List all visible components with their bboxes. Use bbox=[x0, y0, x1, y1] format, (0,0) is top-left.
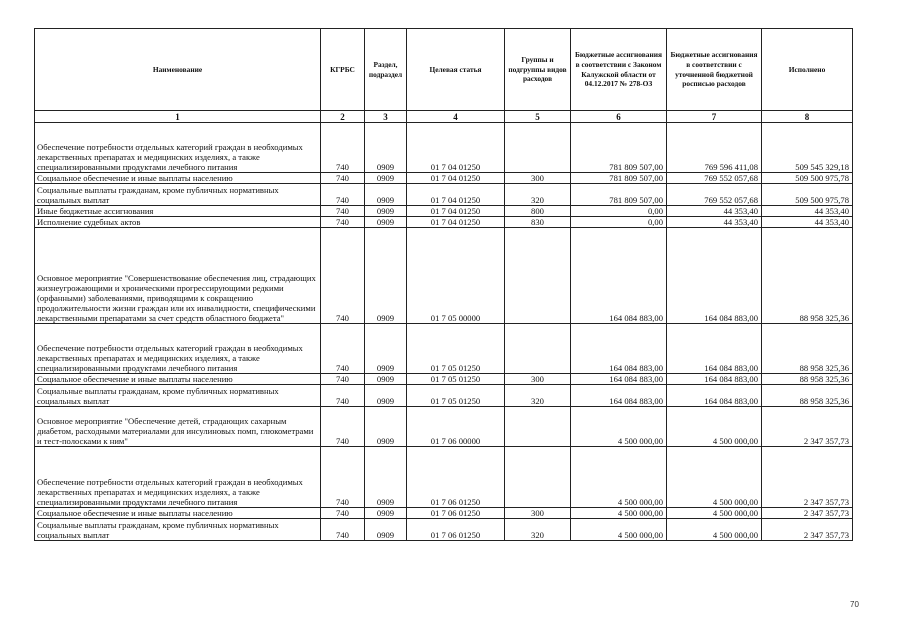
row-law-amount: 0,00 bbox=[571, 206, 667, 217]
row-refined-amount: 4 500 000,00 bbox=[667, 508, 762, 519]
row-expense-group: 300 bbox=[505, 374, 571, 385]
row-section: 0909 bbox=[365, 407, 407, 447]
row-executed-amount: 88 958 325,36 bbox=[762, 228, 853, 324]
table-row bbox=[35, 206, 853, 217]
row-law-amount: 4 500 000,00 bbox=[571, 519, 667, 541]
row-kgrbs: 740 bbox=[321, 324, 365, 374]
row-name: Социальные выплаты гражданам, кроме публичных нормативных социальных выплат bbox=[35, 385, 321, 407]
row-name: Обеспечение потребности отдельных категорий граждан в необходимых лекарственных препаратах и медицинских изделиях, а также специализированными продуктами лечебного питания bbox=[35, 447, 321, 508]
column-number: 7 bbox=[667, 111, 762, 123]
table-row bbox=[35, 447, 853, 508]
row-executed-amount: 2 347 357,73 bbox=[762, 407, 853, 447]
column-number: 5 bbox=[505, 111, 571, 123]
row-expense-group: 320 bbox=[505, 385, 571, 407]
row-expense-group: 830 bbox=[505, 217, 571, 228]
row-expense-group bbox=[505, 407, 571, 447]
header-executed: Исполнено bbox=[762, 29, 853, 111]
row-refined-amount: 44 353,40 bbox=[667, 206, 762, 217]
row-section: 0909 bbox=[365, 447, 407, 508]
row-expense-group bbox=[505, 324, 571, 374]
row-refined-amount: 164 084 883,00 bbox=[667, 374, 762, 385]
column-number: 2 bbox=[321, 111, 365, 123]
row-name: Иные бюджетные ассигнования bbox=[35, 206, 321, 217]
budget-table bbox=[34, 28, 853, 541]
header-target: Целевая статья bbox=[407, 29, 505, 111]
row-law-amount: 0,00 bbox=[571, 217, 667, 228]
row-law-amount: 164 084 883,00 bbox=[571, 324, 667, 374]
table-row bbox=[35, 184, 853, 206]
row-target-article: 01 7 05 00000 bbox=[407, 228, 505, 324]
row-executed-amount: 2 347 357,73 bbox=[762, 508, 853, 519]
row-refined-amount: 769 552 057,68 bbox=[667, 173, 762, 184]
row-kgrbs: 740 bbox=[321, 173, 365, 184]
row-target-article: 01 7 06 01250 bbox=[407, 508, 505, 519]
row-expense-group bbox=[505, 123, 571, 173]
row-kgrbs: 740 bbox=[321, 374, 365, 385]
row-target-article: 01 7 06 01250 bbox=[407, 519, 505, 541]
row-target-article: 01 7 04 01250 bbox=[407, 206, 505, 217]
row-refined-amount: 4 500 000,00 bbox=[667, 407, 762, 447]
row-section: 0909 bbox=[365, 385, 407, 407]
row-expense-group: 300 bbox=[505, 173, 571, 184]
column-number: 3 bbox=[365, 111, 407, 123]
row-name: Обеспечение потребности отдельных категорий граждан в необходимых лекарственных препаратах и медицинских изделиях, а также специализированными продуктами лечебного питания bbox=[35, 123, 321, 173]
row-refined-amount: 164 084 883,00 bbox=[667, 228, 762, 324]
row-name: Основное мероприятие "Совершенствование обеспечения лиц, страдающих жизнеугрожающими и хроническими прогрессирующими редкими (орфанными) заболеваниями, приводящими к сокращению продолжительности жизни граждан или их инвалидности, специфическими лекарственными препаратами за счет средств областного бюджета" bbox=[35, 228, 321, 324]
row-executed-amount: 509 545 329,18 bbox=[762, 123, 853, 173]
row-kgrbs: 740 bbox=[321, 447, 365, 508]
table-row bbox=[35, 374, 853, 385]
row-refined-amount: 769 552 057,68 bbox=[667, 184, 762, 206]
row-kgrbs: 740 bbox=[321, 407, 365, 447]
row-executed-amount: 44 353,40 bbox=[762, 206, 853, 217]
row-law-amount: 4 500 000,00 bbox=[571, 447, 667, 508]
table-row bbox=[35, 123, 853, 173]
row-law-amount: 4 500 000,00 bbox=[571, 407, 667, 447]
row-law-amount: 164 084 883,00 bbox=[571, 228, 667, 324]
row-section: 0909 bbox=[365, 519, 407, 541]
header-groups: Группы и подгруппы видов расходов bbox=[505, 29, 571, 111]
row-expense-group bbox=[505, 228, 571, 324]
row-kgrbs: 740 bbox=[321, 519, 365, 541]
header-section: Раздел, подраздел bbox=[365, 29, 407, 111]
row-section: 0909 bbox=[365, 217, 407, 228]
page-number: 70 bbox=[850, 600, 859, 609]
row-law-amount: 4 500 000,00 bbox=[571, 508, 667, 519]
header-row bbox=[35, 29, 853, 111]
row-executed-amount: 44 353,40 bbox=[762, 217, 853, 228]
row-refined-amount: 769 596 411,08 bbox=[667, 123, 762, 173]
row-target-article: 01 7 05 01250 bbox=[407, 324, 505, 374]
row-expense-group bbox=[505, 447, 571, 508]
row-target-article: 01 7 06 01250 bbox=[407, 447, 505, 508]
row-name: Социальные выплаты гражданам, кроме публичных нормативных социальных выплат bbox=[35, 519, 321, 541]
header-name: Наименование bbox=[35, 29, 321, 111]
row-executed-amount: 2 347 357,73 bbox=[762, 519, 853, 541]
row-target-article: 01 7 04 01250 bbox=[407, 123, 505, 173]
row-section: 0909 bbox=[365, 508, 407, 519]
row-law-amount: 164 084 883,00 bbox=[571, 374, 667, 385]
row-refined-amount: 4 500 000,00 bbox=[667, 447, 762, 508]
row-law-amount: 781 809 507,00 bbox=[571, 123, 667, 173]
column-number: 4 bbox=[407, 111, 505, 123]
row-kgrbs: 740 bbox=[321, 206, 365, 217]
row-name: Обеспечение потребности отдельных категорий граждан в необходимых лекарственных препаратах и медицинских изделиях, а также специализированными продуктами лечебного питания bbox=[35, 324, 321, 374]
row-section: 0909 bbox=[365, 206, 407, 217]
row-name: Исполнение судебных актов bbox=[35, 217, 321, 228]
row-executed-amount: 509 500 975,78 bbox=[762, 184, 853, 206]
row-refined-amount: 4 500 000,00 bbox=[667, 519, 762, 541]
header-law: Бюджетные ассигнования в соответствии с Законом Калужской области от 04.12.2017 № 278-ОЗ bbox=[571, 29, 667, 111]
table-row bbox=[35, 508, 853, 519]
row-kgrbs: 740 bbox=[321, 508, 365, 519]
row-name: Социальные выплаты гражданам, кроме публичных нормативных социальных выплат bbox=[35, 184, 321, 206]
row-target-article: 01 7 05 01250 bbox=[407, 374, 505, 385]
row-section: 0909 bbox=[365, 184, 407, 206]
row-refined-amount: 164 084 883,00 bbox=[667, 324, 762, 374]
table-row bbox=[35, 407, 853, 447]
row-executed-amount: 2 347 357,73 bbox=[762, 447, 853, 508]
column-number: 1 bbox=[35, 111, 321, 123]
column-number: 6 bbox=[571, 111, 667, 123]
row-kgrbs: 740 bbox=[321, 385, 365, 407]
row-law-amount: 781 809 507,00 bbox=[571, 173, 667, 184]
row-target-article: 01 7 06 00000 bbox=[407, 407, 505, 447]
row-name: Социальное обеспечение и иные выплаты населению bbox=[35, 374, 321, 385]
row-refined-amount: 164 084 883,00 bbox=[667, 385, 762, 407]
row-expense-group: 320 bbox=[505, 519, 571, 541]
row-executed-amount: 88 958 325,36 bbox=[762, 385, 853, 407]
row-section: 0909 bbox=[365, 123, 407, 173]
row-section: 0909 bbox=[365, 173, 407, 184]
table-row bbox=[35, 217, 853, 228]
row-kgrbs: 740 bbox=[321, 123, 365, 173]
column-number-row bbox=[35, 111, 853, 123]
header-kgrbs: КГРБС bbox=[321, 29, 365, 111]
row-name: Социальное обеспечение и иные выплаты населению bbox=[35, 508, 321, 519]
row-section: 0909 bbox=[365, 324, 407, 374]
row-name: Основное мероприятие "Обеспечение детей, страдающих сахарным диабетом, расходными материалами для инсулиновых помп, глюкометрами и тест-полосками к ним" bbox=[35, 407, 321, 447]
row-section: 0909 bbox=[365, 374, 407, 385]
row-target-article: 01 7 05 01250 bbox=[407, 385, 505, 407]
row-executed-amount: 88 958 325,36 bbox=[762, 374, 853, 385]
table-row bbox=[35, 324, 853, 374]
table-row bbox=[35, 173, 853, 184]
row-target-article: 01 7 04 01250 bbox=[407, 217, 505, 228]
row-executed-amount: 88 958 325,36 bbox=[762, 324, 853, 374]
row-section: 0909 bbox=[365, 228, 407, 324]
row-expense-group: 320 bbox=[505, 184, 571, 206]
header-refined: Бюджетные ассигнования в соответствии с уточненной бюджетной росписью расходов bbox=[667, 29, 762, 111]
table-row bbox=[35, 519, 853, 541]
row-target-article: 01 7 04 01250 bbox=[407, 173, 505, 184]
row-law-amount: 781 809 507,00 bbox=[571, 184, 667, 206]
row-expense-group: 800 bbox=[505, 206, 571, 217]
row-refined-amount: 44 353,40 bbox=[667, 217, 762, 228]
row-kgrbs: 740 bbox=[321, 228, 365, 324]
row-kgrbs: 740 bbox=[321, 217, 365, 228]
row-expense-group: 300 bbox=[505, 508, 571, 519]
column-number: 8 bbox=[762, 111, 853, 123]
row-law-amount: 164 084 883,00 bbox=[571, 385, 667, 407]
table-row bbox=[35, 228, 853, 324]
row-executed-amount: 509 500 975,78 bbox=[762, 173, 853, 184]
row-target-article: 01 7 04 01250 bbox=[407, 184, 505, 206]
row-name: Социальное обеспечение и иные выплаты населению bbox=[35, 173, 321, 184]
row-kgrbs: 740 bbox=[321, 184, 365, 206]
table-row bbox=[35, 385, 853, 407]
